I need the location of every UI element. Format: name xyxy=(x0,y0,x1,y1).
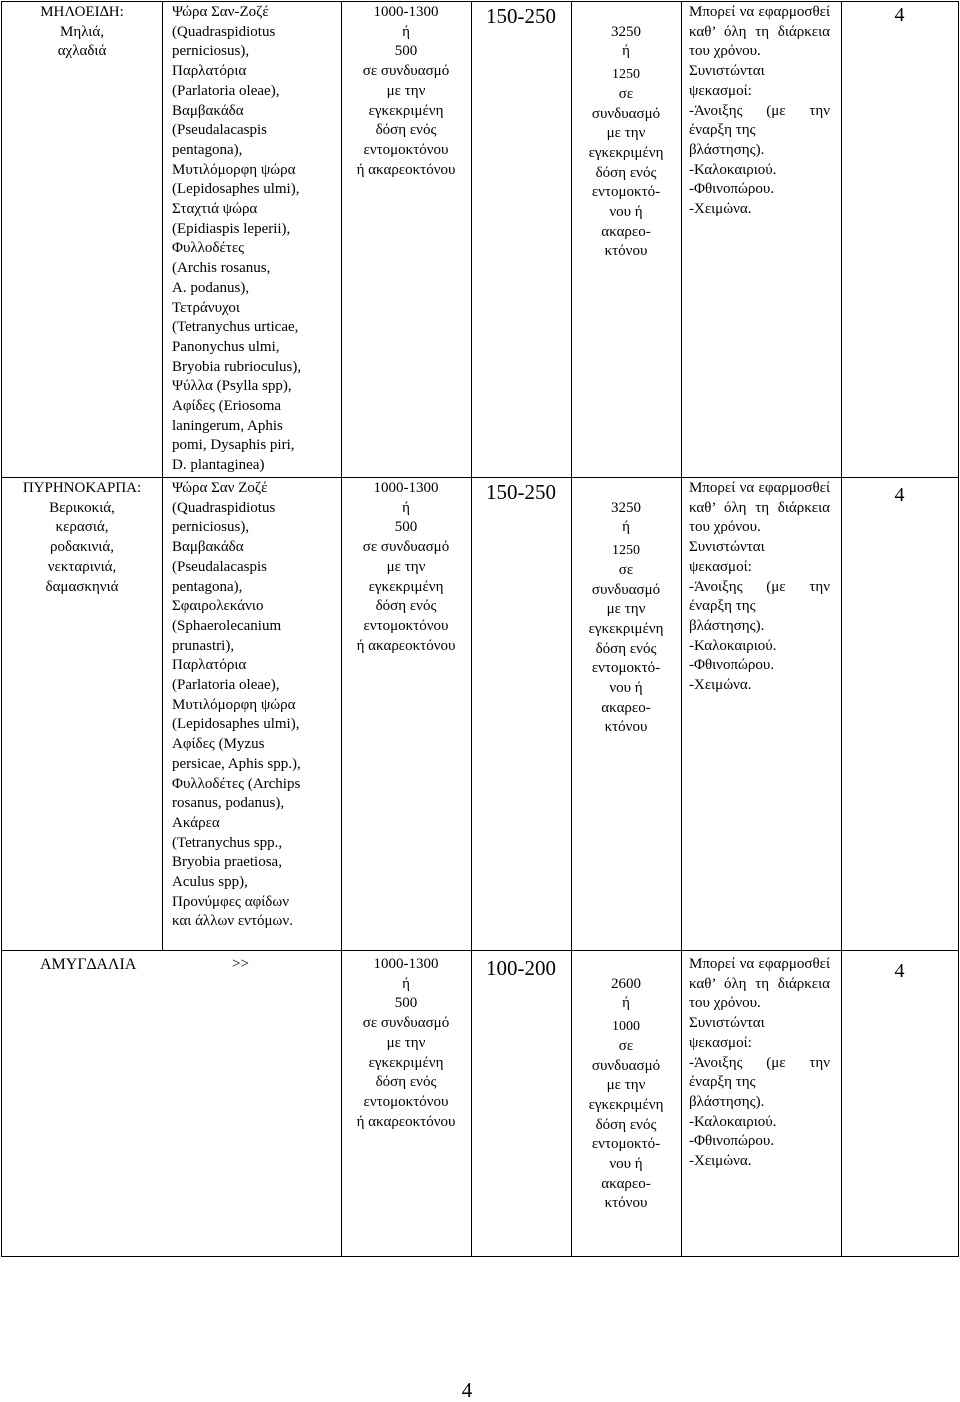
timing-cell: Μπορεί να εφαρμοσθεί καθ’ όλη τη διάρκεια του χρόνου. Συνιστώνται ψεκασμοί: -Άνοιξης (με την έναρξη της βλάστησης). -Καλοκαιριού. -Φθινοπώρου. -Χειμώνα. xyxy=(689,480,830,694)
rate-cell: 150-250 xyxy=(486,480,556,504)
dose-total-cell xyxy=(573,3,679,262)
dose-cell: 1000-1300 ή 500 σε συνδυασμό με την εγκεκριμένη δόση ενός εντομοκτόνου ή ακαρεοκτόνου xyxy=(356,4,456,178)
rate-cell: 100-200 xyxy=(486,956,556,980)
dose-total-cell xyxy=(573,479,679,738)
column-divider xyxy=(471,1,472,1257)
column-divider xyxy=(681,1,682,1257)
row-divider xyxy=(1,950,959,951)
dose-total-min: 1000 xyxy=(612,1019,640,1035)
row-divider xyxy=(1,477,959,478)
crop-cell: ΜΗΛΟΕΙ∆Η: Μηλιά, αχλαδιά xyxy=(40,4,124,60)
dose-total-max: 2600 ή xyxy=(611,975,641,1012)
dose-total-note: σε συνδυασμό με την εγκεκριμένη δόση ενός εντομοκτό- νου ή ακαρεο- κτόνου xyxy=(588,561,664,736)
max-applications-cell: 4 xyxy=(894,4,905,26)
table-border-bottom xyxy=(1,1256,959,1257)
crop-cell: ΠΥΡΗΝΟΚΑΡΠΑ: Βερικοκιά, κερασιά, ροδακινιά, νεκταρινιά, δαμασκηνιά xyxy=(22,480,142,595)
dose-total-min: 1250 xyxy=(612,543,640,559)
column-divider xyxy=(1,1,2,1257)
dose-total-max: 3250 ή xyxy=(611,23,641,60)
column-divider xyxy=(341,1,342,1257)
crop-cell: ΑΜΥΓ∆ΑΛΙΑ xyxy=(40,956,137,973)
dose-total-max: 3250 ή xyxy=(611,499,641,536)
column-divider xyxy=(571,1,572,1257)
pests-cell: >> xyxy=(232,956,249,972)
rate-cell: 150-250 xyxy=(486,4,556,28)
timing-cell: Μπορεί να εφαρμοσθεί καθ’ όλη τη διάρκεια του χρόνου. Συνιστώνται ψεκασμοί: -Άνοιξης (με την έναρξη της βλάστησης). -Καλοκαιριού. -Φθινοπώρου. -Χειμώνα. xyxy=(689,4,830,218)
column-divider xyxy=(841,1,842,1257)
max-applications-cell: 4 xyxy=(894,960,905,982)
dose-total-cell xyxy=(573,955,679,1214)
pests-cell: Ψώρα Σαν Ζοζέ (Quadraspidiotus perniciosus), Βαμβακάδα (Pseudalacaspis pentagona), Σφαιρολεκάνιο (Sphaerolecanium prunastri), Παρλατόρια (Parlatoria oleae), Μυτιλόμορφη ψώρα (Lepidosaphes ulmi), Αφίδες (Myzus persicae, Aphis spp.), Φυλλοδέτες (Archips rosanus, podanus), Ακάρεα (Tetranychus spp., Bryobia praetiosa, Aculus spp), Προνύμφες αφίδων και άλλων εντόμων. xyxy=(172,480,301,930)
max-applications-cell: 4 xyxy=(894,484,905,506)
table-border-right xyxy=(958,1,959,1257)
column-divider xyxy=(162,1,163,950)
pests-cell: Ψώρα Σαν-Ζοζέ (Quadraspidiotus perniciosus), Παρλατόρια (Parlatoria oleae), Βαμβακάδα (Pseudalacaspis pentagona), Μυτιλόμορφη ψώρα (Lepidosaphes ulmi), Σταχτιά ψώρα (Epidiaspis leperii), Φυλλοδέτες (Archis rosanus, A. podanus), Τετράνυχοι (Tetranychus urticae, Panonychus ulmi, Bryobia rubrioculus), Ψύλλα (Psylla spp), Αφίδες (Eriosoma laningerum, Aphis pomi, Dysaphis piri, D. plantaginea) xyxy=(172,4,302,474)
timing-cell: Μπορεί να εφαρμοσθεί καθ’ όλη τη διάρκεια του χρόνου. Συνιστώνται ψεκασμοί: -Άνοιξης (με την έναρξη της βλάστησης). -Καλοκαιριού. -Φθινοπώρου. -Χειμώνα. xyxy=(689,956,830,1170)
dose-total-min: 1250 xyxy=(612,67,640,83)
dose-total-note: σε συνδυασμό με την εγκεκριμένη δόση ενός εντομοκτό- νου ή ακαρεο- κτόνου xyxy=(588,1037,664,1212)
dose-total-note: σε συνδυασμό με την εγκεκριμένη δόση ενός εντομοκτό- νου ή ακαρεο- κτόνου xyxy=(588,85,664,260)
page-number: 4 xyxy=(461,1378,473,1402)
table-border-top xyxy=(1,1,959,2)
dose-cell: 1000-1300 ή 500 σε συνδυασμό με την εγκεκριμένη δόση ενός εντομοκτόνου ή ακαρεοκτόνου xyxy=(356,956,456,1130)
dose-cell: 1000-1300 ή 500 σε συνδυασμό με την εγκεκριμένη δόση ενός εντομοκτόνου ή ακαρεοκτόνου xyxy=(356,480,456,654)
